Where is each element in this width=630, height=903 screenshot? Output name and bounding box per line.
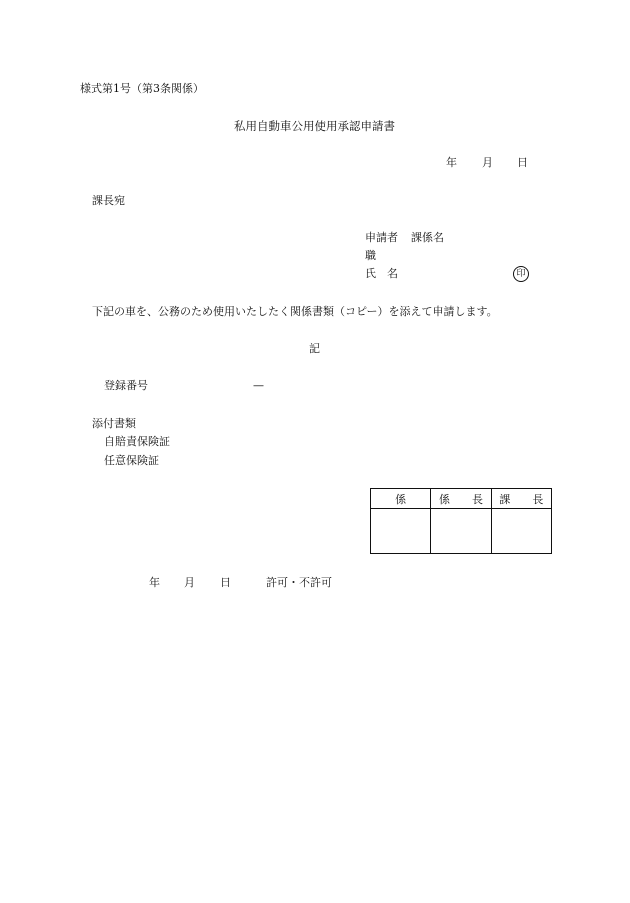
approval-header-chief: 係 長 [431,489,491,509]
document-title: 私用自動車公用使用承認申請書 [234,119,395,133]
applicant-label: 申請者 [365,231,398,244]
statement: 下記の車を、公務のため使用いたしたく関係書類（コピー）を添えて申請します。 [92,305,498,318]
approval-header-staff: 係 [371,489,431,509]
approval-cell-manager [491,509,551,554]
registration-dash: — [253,379,264,392]
attachment-item: 任意保険証 [104,454,159,467]
bottom-day-label: 日 [220,576,231,589]
seal-text: 印 [513,266,529,282]
bottom-year-label: 年 [149,576,160,589]
approval-header-manager: 課 長 [491,489,551,509]
approval-stamp-table [370,488,552,554]
ki-label: 記 [309,342,320,355]
attachments-label: 添付書類 [92,417,136,430]
date-year-label: 年 [446,156,457,169]
addressee: 課長宛 [92,194,125,207]
bottom-month-label: 月 [184,576,195,589]
date-day-label: 日 [517,156,528,169]
approval-cell-chief [431,509,491,554]
permission-label: 許可・不許可 [266,576,332,589]
position-label: 職 [365,249,376,262]
name-label: 氏 名 [365,267,398,280]
date-month-label: 月 [482,156,493,169]
form-number: 様式第1号（第3条関係） [80,82,204,95]
attachment-item: 自賠責保険証 [104,435,170,448]
seal-mark [513,266,529,282]
section-name-label: 課係名 [411,231,444,244]
approval-cell-staff [371,509,431,554]
registration-label: 登録番号 [104,379,148,392]
